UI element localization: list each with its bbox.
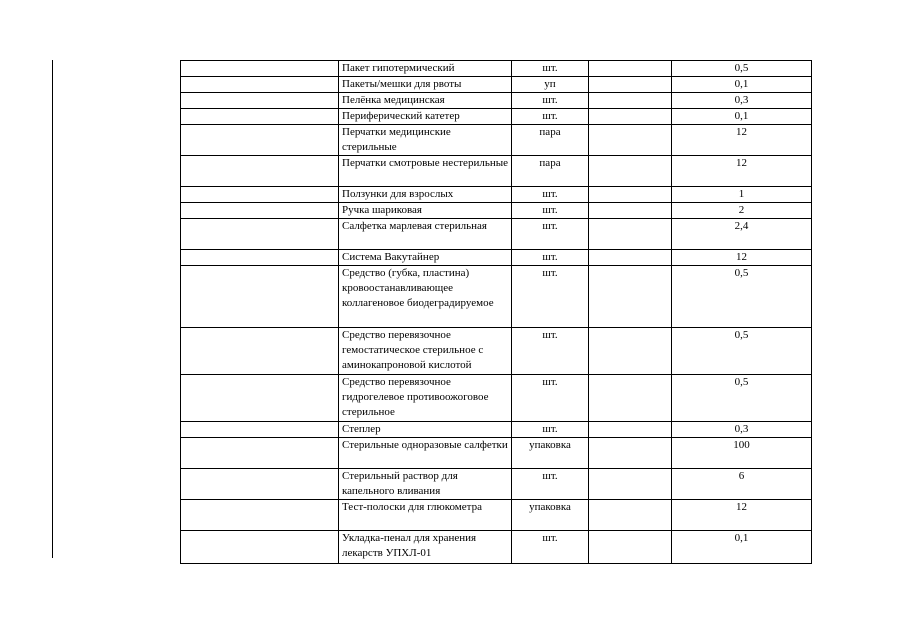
item-name-cell: Периферический катетер xyxy=(339,109,512,125)
unit-cell: шт. xyxy=(512,328,589,375)
empty-cell xyxy=(181,77,339,93)
unit-cell: упаковка xyxy=(512,438,589,469)
empty-cell xyxy=(589,187,672,203)
quantity-cell: 0,1 xyxy=(672,531,812,564)
unit-cell: уп xyxy=(512,77,589,93)
quantity-cell: 12 xyxy=(672,500,812,531)
empty-cell xyxy=(181,266,339,328)
unit-cell: шт. xyxy=(512,109,589,125)
empty-cell xyxy=(589,61,672,77)
item-name-cell: Стерильный раствор для капельного вливания xyxy=(339,469,512,500)
quantity-cell: 0,5 xyxy=(672,266,812,328)
empty-cell xyxy=(589,266,672,328)
table-row xyxy=(181,77,812,93)
quantity-cell: 1 xyxy=(672,187,812,203)
empty-cell xyxy=(181,61,339,77)
item-name-cell: Ползунки для взрослых xyxy=(339,187,512,203)
item-name-cell: Перчатки смотровые нестерильные xyxy=(339,156,512,187)
quantity-cell: 12 xyxy=(672,125,812,156)
table-row xyxy=(181,109,812,125)
empty-cell xyxy=(181,187,339,203)
empty-cell xyxy=(589,156,672,187)
empty-cell xyxy=(589,203,672,219)
unit-cell: упаковка xyxy=(512,500,589,531)
item-name-cell: Тест-полоски для глюкометра xyxy=(339,500,512,531)
item-name-cell: Стерильные одноразовые салфетки xyxy=(339,438,512,469)
empty-cell xyxy=(589,328,672,375)
empty-cell xyxy=(589,77,672,93)
unit-cell: шт. xyxy=(512,531,589,564)
table-row xyxy=(181,250,812,266)
empty-cell xyxy=(181,375,339,422)
empty-cell xyxy=(589,125,672,156)
table-row xyxy=(181,93,812,109)
unit-cell: шт. xyxy=(512,469,589,500)
page-margin-line xyxy=(52,60,53,558)
quantity-cell: 0,1 xyxy=(672,109,812,125)
item-name-cell: Степлер xyxy=(339,422,512,438)
empty-cell xyxy=(589,422,672,438)
unit-cell: шт. xyxy=(512,187,589,203)
empty-cell xyxy=(181,250,339,266)
table-row xyxy=(181,219,812,250)
empty-cell xyxy=(181,469,339,500)
item-name-cell: Система Вакутайнер xyxy=(339,250,512,266)
empty-cell xyxy=(589,93,672,109)
table-row xyxy=(181,328,812,375)
table-row xyxy=(181,156,812,187)
table-row xyxy=(181,266,812,328)
empty-cell xyxy=(589,375,672,422)
table-row xyxy=(181,422,812,438)
unit-cell: шт. xyxy=(512,203,589,219)
empty-cell xyxy=(589,531,672,564)
unit-cell: шт. xyxy=(512,250,589,266)
item-name-cell: Средство (губка, пластина) кровоостанавливающее коллагеновое биодеградируемое xyxy=(339,266,512,328)
empty-cell xyxy=(181,203,339,219)
empty-cell xyxy=(589,438,672,469)
supplies-table xyxy=(180,60,812,564)
quantity-cell: 0,5 xyxy=(672,375,812,422)
quantity-cell: 6 xyxy=(672,469,812,500)
quantity-cell: 0,3 xyxy=(672,93,812,109)
table-row xyxy=(181,438,812,469)
empty-cell xyxy=(589,250,672,266)
unit-cell: пара xyxy=(512,156,589,187)
item-name-cell: Ручка шариковая xyxy=(339,203,512,219)
item-name-cell: Пелёнка медицинская xyxy=(339,93,512,109)
item-name-cell: Средство перевязочное гидрогелевое противоожоговое стерильное xyxy=(339,375,512,422)
unit-cell: пара xyxy=(512,125,589,156)
empty-cell xyxy=(181,531,339,564)
empty-cell xyxy=(181,438,339,469)
empty-cell xyxy=(181,125,339,156)
quantity-cell: 12 xyxy=(672,156,812,187)
quantity-cell: 0,5 xyxy=(672,328,812,375)
empty-cell xyxy=(589,500,672,531)
quantity-cell: 2 xyxy=(672,203,812,219)
empty-cell xyxy=(181,219,339,250)
quantity-cell: 0,5 xyxy=(672,61,812,77)
item-name-cell: Салфетка марлевая стерильная xyxy=(339,219,512,250)
table-row xyxy=(181,375,812,422)
item-name-cell: Перчатки медицинские стерильные xyxy=(339,125,512,156)
empty-cell xyxy=(181,500,339,531)
item-name-cell: Пакеты/мешки для рвоты xyxy=(339,77,512,93)
table-row xyxy=(181,469,812,500)
table-row xyxy=(181,203,812,219)
quantity-cell: 12 xyxy=(672,250,812,266)
unit-cell: шт. xyxy=(512,61,589,77)
unit-cell: шт. xyxy=(512,219,589,250)
table-row xyxy=(181,61,812,77)
empty-cell xyxy=(181,93,339,109)
table-row xyxy=(181,187,812,203)
quantity-cell: 2,4 xyxy=(672,219,812,250)
empty-cell xyxy=(589,219,672,250)
supplies-table-body xyxy=(181,61,812,564)
item-name-cell: Пакет гипотермический xyxy=(339,61,512,77)
item-name-cell: Укладка-пенал для хранения лекарств УПХЛ-01 xyxy=(339,531,512,564)
empty-cell xyxy=(181,156,339,187)
item-name-cell: Средство перевязочное гемостатическое стерильное с аминокапроновой кислотой xyxy=(339,328,512,375)
quantity-cell: 0,3 xyxy=(672,422,812,438)
unit-cell: шт. xyxy=(512,375,589,422)
empty-cell xyxy=(589,469,672,500)
quantity-cell: 100 xyxy=(672,438,812,469)
empty-cell xyxy=(589,109,672,125)
unit-cell: шт. xyxy=(512,422,589,438)
quantity-cell: 0,1 xyxy=(672,77,812,93)
unit-cell: шт. xyxy=(512,93,589,109)
unit-cell: шт. xyxy=(512,266,589,328)
table-row xyxy=(181,531,812,564)
empty-cell xyxy=(181,109,339,125)
empty-cell xyxy=(181,422,339,438)
table-row xyxy=(181,500,812,531)
empty-cell xyxy=(181,328,339,375)
table-row xyxy=(181,125,812,156)
